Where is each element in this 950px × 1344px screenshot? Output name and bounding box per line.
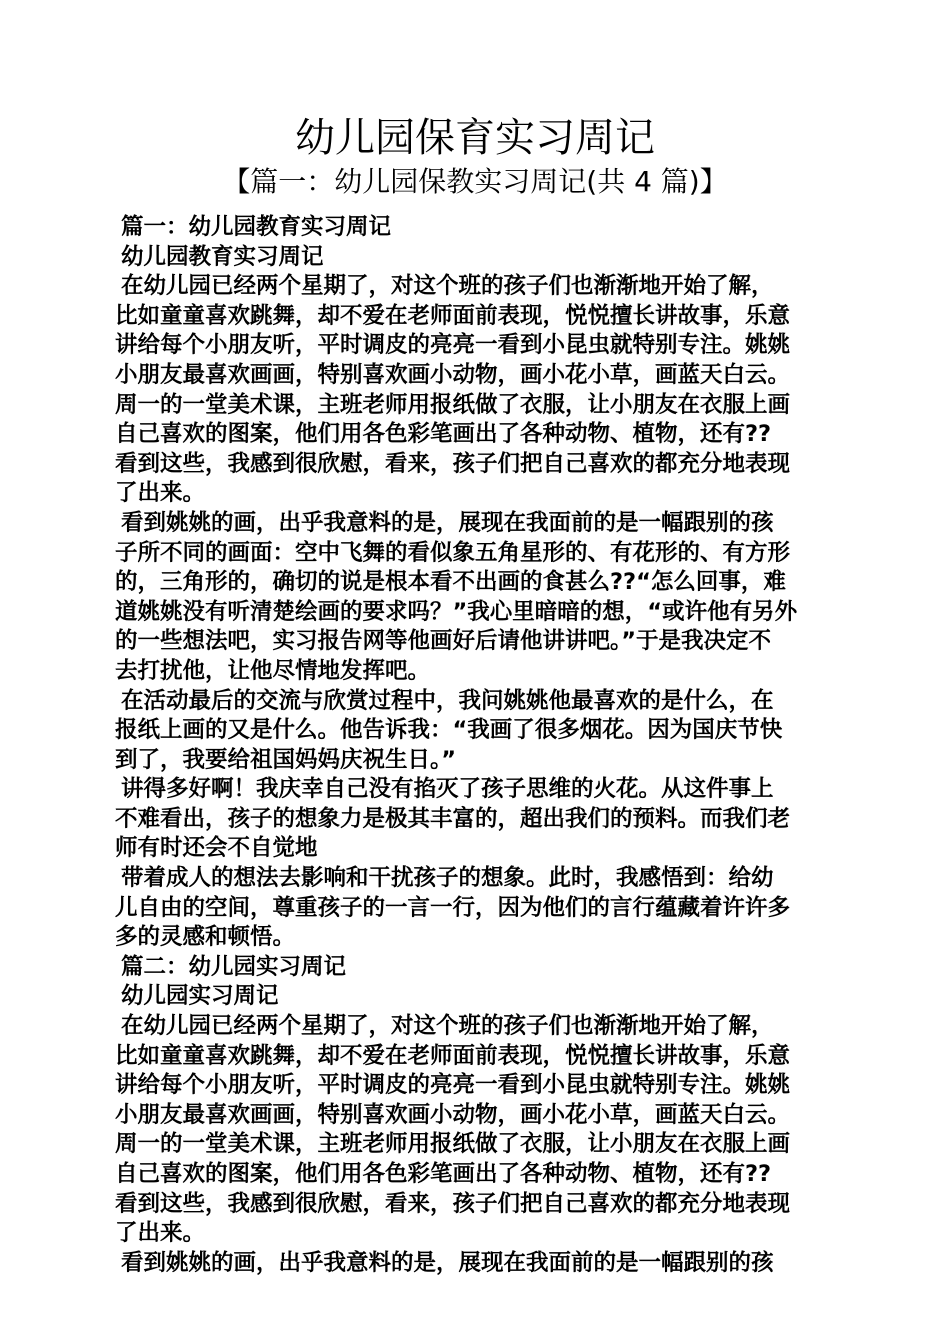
paragraph-line: 比如童童喜欢跳舞，却不爱在老师面前表现，悦悦擅长讲故事，乐意 (115, 1042, 791, 1069)
paragraph-line: 讲给每个小朋友听，平时调皮的亮亮一看到小昆虫就特别专注。姚姚 (115, 332, 791, 359)
paragraph-line: 自己喜欢的图案，他们用各色彩笔画出了各种动物、植物，还有?? (115, 421, 772, 448)
page-subtitle: 【篇一：幼儿园保教实习周记(共 4 篇)】 (222, 165, 728, 198)
paragraph-line: 看到这些，我感到很欣慰，看来，孩子们把自己喜欢的都充分地表现 (115, 1190, 791, 1217)
page-title: 幼儿园保育实习周记 (295, 115, 655, 161)
paragraph-line: 在活动最后的交流与欣赏过程中，我问姚姚他最喜欢的是什么，在 (121, 687, 774, 714)
paragraph-line: 小朋友最喜欢画画，特别喜欢画小动物，画小花小草，画蓝天白云。 (115, 1101, 791, 1128)
paragraph-line: 自己喜欢的图案，他们用各色彩笔画出了各种动物、植物，还有?? (115, 1161, 772, 1187)
paragraph-line: 子所不同的画面：空中飞舞的看似象五角星形的、有花形的、有方形 (115, 539, 791, 566)
paragraph-line: 小朋友最喜欢画画，特别喜欢画小动物，画小花小草，画蓝天白云。 (115, 361, 791, 388)
paragraph-line: 去打扰他，让他尽情地发挥吧。 (115, 657, 431, 684)
paragraph-line: 的，三角形的，确切的说是根本看不出画的食甚么??“怎么回事，难 (115, 569, 786, 596)
paragraph-line: 周一的一堂美术课，主班老师用报纸做了衣服，让小朋友在衣服上画 (115, 391, 791, 418)
document-body (115, 213, 837, 1278)
paragraph-line: 周一的一堂美术课，主班老师用报纸做了衣服，让小朋友在衣服上画 (115, 1131, 791, 1158)
paragraph-line: 讲得多好啊！我庆幸自己没有掐灭了孩子思维的火花。从这件事上 (121, 776, 774, 803)
paragraph-line: 不难看出，孩子的想象力是极其丰富的，超出我们的预料。而我们老 (115, 805, 791, 832)
paragraph-line: 的一些想法吧，实习报告网等他画好后请他讲讲吧。”于是我决定不 (115, 628, 772, 655)
paragraph-line: 在幼儿园已经两个星期了，对这个班的孩子们也渐渐地开始了解， (121, 273, 774, 300)
paragraph-line: 道姚姚没有听清楚绘画的要求吗？”我心里暗暗的想，“或许他有另外 (115, 598, 798, 625)
paragraph-line: 带着成人的想法去影响和干扰孩子的想象。此时，我感悟到：给幼 (121, 865, 774, 892)
paragraph-line: 看到这些，我感到很欣慰，看来，孩子们把自己喜欢的都充分地表现 (115, 450, 791, 477)
paragraph-line: 看到姚姚的画，出乎我意料的是，展现在我面前的是一幅跟别的孩 (121, 1249, 774, 1276)
paragraph-line: 到了，我要给祖国妈妈庆祝生日。” (115, 746, 457, 773)
paragraph-line: 儿自由的空间，尊重孩子的一言一行，因为他们的言行蕴藏着许许多 (115, 894, 791, 921)
paragraph-line: 报纸上画的又是什么。他告诉我：“我画了很多烟花。因为国庆节快 (115, 717, 783, 744)
section-heading: 篇一：幼儿园教育实习周记 (121, 214, 392, 240)
paragraph-line: 在幼儿园已经两个星期了，对这个班的孩子们也渐渐地开始了解， (121, 1013, 774, 1040)
paragraph-line: 了出来。 (115, 480, 206, 507)
paragraph-line: 了出来。 (115, 1220, 206, 1247)
section-heading: 幼儿园实习周记 (121, 983, 279, 1010)
paragraph-line: 师有时还会不自觉地 (115, 835, 318, 862)
section-heading: 幼儿园教育实习周记 (121, 243, 324, 270)
section-heading: 篇二：幼儿园实习周记 (121, 953, 347, 980)
paragraph-line: 多的灵感和顿悟。 (115, 924, 296, 951)
paragraph-line: 讲给每个小朋友听，平时调皮的亮亮一看到小昆虫就特别专注。姚姚 (115, 1072, 791, 1099)
paragraph-line: 看到姚姚的画，出乎我意料的是，展现在我面前的是一幅跟别的孩 (121, 509, 774, 536)
paragraph-line: 比如童童喜欢跳舞，却不爱在老师面前表现，悦悦擅长讲故事，乐意 (115, 302, 791, 329)
